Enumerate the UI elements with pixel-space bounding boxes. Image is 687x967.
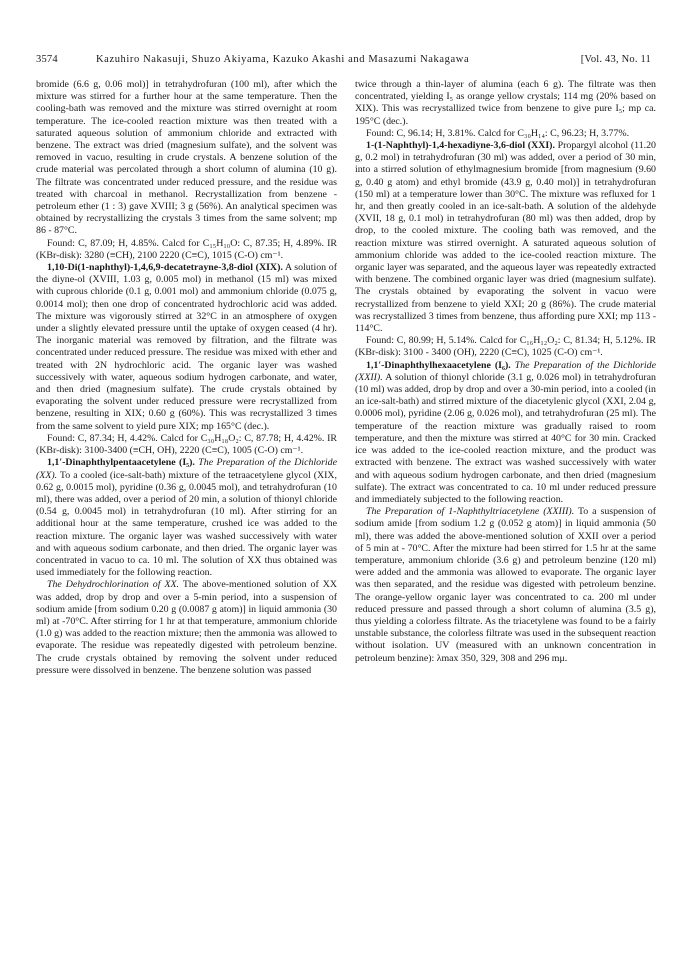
body-paragraph <box>355 79 656 128</box>
volume-info: [Vol. 43, No. 11 <box>580 54 651 65</box>
subsection-heading: The Preparation of the Dichloride (XXII). <box>355 359 656 383</box>
paragraph-text: Found: C, 96.14; H, 3.81%. Calcd for C₃₀H₁₄: C, 96.23; H, 3.77%. <box>366 127 630 139</box>
paragraph-text: To a suspension of sodium amide [from sodium 1.2 g (0.052 g atom)] in liquid ammonia (50 ml), there was added the above-mentioned solution of XXII over a period of 5 min at - 70°C. After the mixture had been stirred for 1.5 hr at the same temperature, ammonium chloride (3.6 g) and petroleum benzine (120 ml) were added and the ammonia was allowed to evaporate. The organic layer was then separated, and the residue was digested with petroleum benzine. The orange-yellow organic layer was concentrated to ca. 200 ml under reduced pressure and passed through a short column of alumina (3.5 g), thus yielding a colorless filtrate. As the triacetylene was found to be a fairly unstable substance, the colorless filtrate was used in the subsequent reaction without isolation. UV (measured with an unknown concentration in petroleum benzine): λmax 350, 329, 308 and 296 mμ. <box>355 506 656 664</box>
subsection-heading: The Preparation of the Dichloride (XX). <box>36 457 337 481</box>
paragraph-text: Found: C, 87.09; H, 4.85%. Calcd for C₁₅H₁₀O: C, 87.35; H, 4.89%. IR (KBr-disk): 3280 (≡CH), 2100 2220 (C≡C), 1015 (C-O) cm⁻¹. <box>36 237 337 261</box>
left-column <box>36 79 337 959</box>
subsection-heading: The Preparation of 1-Naphthyltriacetylene (XXIII). <box>366 506 575 518</box>
paragraph-text: To a cooled (ice-salt-bath) mixture of the tetraacetylene glycol (XIX, 0.62 g, 0.0015 mol), pyridine (0.36 g, 0.0045 mol), and tetrahydrofuran (10 ml), there was added, over a period of 20 min, a solution of thionyl chloride (0.54 g, 0.0045 mol) in tetrahydrofuran (10 ml). After stirring for an additional hour at the same temperature, crushed ice was added to the reaction mixture. The organic layer was washed successively with water and with aqueous sodium carbonate, and then dried. The organic layer was concentrated in vacuo to ca. 10 ml. The solution of XX thus obtained was used immediately for the following reaction. <box>36 469 337 579</box>
paragraph-text: Found: C, 87.34; H, 4.42%. Calcd for C₃₀H₁₈O₂: C, 87.78; H, 4.42%. IR (KBr-disk): 3100-3400 (≡CH, OH), 2220 (C≡C), 1005 (C-O) cm⁻¹. <box>36 432 337 457</box>
paragraph-text: The above-mentioned solution of XX was added, drop by drop and over a 5-min period, into a suspension of sodium amide [from sodium 0.20 g (0.0087 g atom)] in liquid ammonia (30 ml) at -70°C. After stirring for 1 hr at that temperature, ammonium chloride (1.0 g) was added to the reaction mixture; then the ammonia was allowed to evaporate. The residue was repeatedly digested with petroleum benzine. The crude crystals obtained by removing the solvent under reduced pressure were dissolved in benzene. The benzene solution was passed <box>36 579 337 676</box>
paragraph-text: bromide (6.6 g, 0.06 mol)] in tetrahydrofuran (100 ml), after which the mixture was stirred for a further hour at the same temperature. Then the cooling-bath was removed and the mixture was stirred overnight at room temperature. The ice-cooled reaction mixture was then treated with a saturated aqueous solution of ammonium chloride and extracted with benzene. The extract was dried (magnesium sulfate), and the solvent was removed in vacuo, resulting in crude crystals. A benzene solution of the crude material was percolated through a short column of alumina (10 g). The filtrate was concentrated under reduced pressure, and the residue was treated with charcoal in methanol. Recrystallization from benzene - petroleum ether (1 : 3) gave XVIII; 3 g (56%). An analytical specimen was obtained by recrystallizing the crystals 3 times from the same solvent; mp 86 - 87°C. <box>36 79 337 237</box>
running-header <box>36 54 651 70</box>
section-paragraph <box>36 457 337 579</box>
body-paragraph <box>355 335 656 359</box>
body-paragraph <box>355 128 656 140</box>
paragraph-text: Found: C, 80.99; H, 5.14%. Calcd for C₁₆H₁₂O₂: C, 81.34; H, 5.12%. IR (KBr-disk): 3100 - 3400 (OH), 2220 (C≡C), 1025 (C-O) cm⁻¹. <box>355 335 656 359</box>
paragraph-text: twice through a thin-layer of alumina (each 6 g). The filtrate was then concentrated, yielding I₅ as orange yellow crystals; 114 mg (20% based on XIX). This was recrystallized twice from benzene to give pure I₅; mp ca. 195°C (dec.). <box>355 79 656 127</box>
subsection-heading: The Dehydrochlorination of XX. <box>47 579 180 591</box>
compound-heading: 1,10-Di(1-naphthyl)-1,4,6,9-decatetrayne-3,8-diol (XIX). <box>47 262 283 274</box>
section-paragraph <box>355 506 656 665</box>
compound-heading: 1,1′-Dinaphthylpentaacetylene (I₅). <box>47 457 195 469</box>
paragraph-text: A solution of thionyl chloride (3.1 g, 0.026 mol) in tetrahydrofuran (10 ml) was added, drop by drop and over a 30-min period, into a cooled (in an ice-salt-bath) and stirred mixture of the diacetylenic glycol (XXI, 2.04 g, 0.0006 mol), pyridine (2.06 g, 0.026 mol), and tetrahydrofuran (25 ml). The temperature of the reaction mixture was gradually raised to room temperature, and then the mixture was stirred at 40°C for 30 min. Cracked ice was added to the ice-cooled reaction mixture, and the product was extracted with benzene. The extract was washed successively with water and with aqueous sodium hydrogen carbonate, and then dried (magnesium sulfate). The extract was concentrated to ca. 10 ml under reduced pressure and immediately subjected to the following reaction. <box>355 371 656 505</box>
section-paragraph <box>36 262 337 433</box>
body-paragraph <box>36 79 337 238</box>
section-paragraph <box>355 360 656 506</box>
compound-heading: 1-(1-Naphthyl)-1,4-hexadiyne-3,6-diol (XXI). <box>366 140 555 152</box>
paragraph-text: A solution of the diyne-ol (XVIII, 1.03 g, 0.005 mol) in methanol (15 ml) was mixed with cuprous chloride (0.1 g, 0.001 mol) and ammonium chloride (0.075 g, 0.0014 mol); then one drop of concentrated hydrochloric acid was added. The mixture was vigorously stirred at 32°C in an atmosphere of oxygen under a slightly elevated pressure until the uptake of oxygen ceased (4 hr). The inorganic material was removed by filtration, and the filtrate was concentrated under reduced pressure. The residue was mixed with ether and treated with 2N hydrochloric acid. The organic layer was washed successively with water, aqueous sodium hydrogen carbonate, and water, and then dried (magnesium sulfate). The crude crystals obtained by evaporating the solvent under reduced pressure were recrystallized from benzene, resulting in XIX; 0.60 g (60%). This was recrystallized 3 times from the same solvent to yield pure XIX; mp 165°C (dec.). <box>36 262 337 432</box>
compound-heading: 1,1′-Dinaphthylhexaacetylene (I₆). <box>366 359 511 371</box>
body-paragraph <box>36 433 337 457</box>
section-paragraph <box>355 140 656 335</box>
paragraph-text: Propargyl alcohol (11.20 g, 0.2 mol) in tetrahydrofuran (30 ml) was added, over a period of 30 min, into a stirred solution of ethylmagnesium bromide [from magnesium (9.60 g, 0.40 g atom) and ethyl bromide (43.9 g, 0.40 mol)] in tetrahydrofuran (150 ml) at a temperature lower than 30°C. The mixture was refluxed for 1 hr, and then greatly cooled in an ice-salt-bath. A solution of the aldehyde (XVII, 18 g, 0.1 mol) in tetrahydrofuran (80 ml) was then added, drop by drop, to the cooled mixture. The cooling bath was removed, and the reaction mixture was stirred overnight. A saturated aqueous solution of ammonium chloride was added to the ice-cooled reaction mixture. The organic layer was separated, and the aqueous layer was repeatedly extracted with benzene. The combined organic layer was dried (magnesium sulfate). The crystals obtained by evaporating the solvent in vacuo were recrystallized from benzene to yield XXI; 20 g (86%). The crude material was recrystallized 3 times from benzene, thus affording pure XXI; mp 113 - 114°C. <box>355 140 656 335</box>
body-paragraph <box>36 238 337 262</box>
section-paragraph <box>36 579 337 677</box>
right-column <box>355 79 656 959</box>
page-number: 3574 <box>36 54 58 65</box>
running-authors: Kazuhiro Nakasuji, Shuzo Akiyama, Kazuko Akashi and Masazumi Nakagawa <box>96 54 470 65</box>
